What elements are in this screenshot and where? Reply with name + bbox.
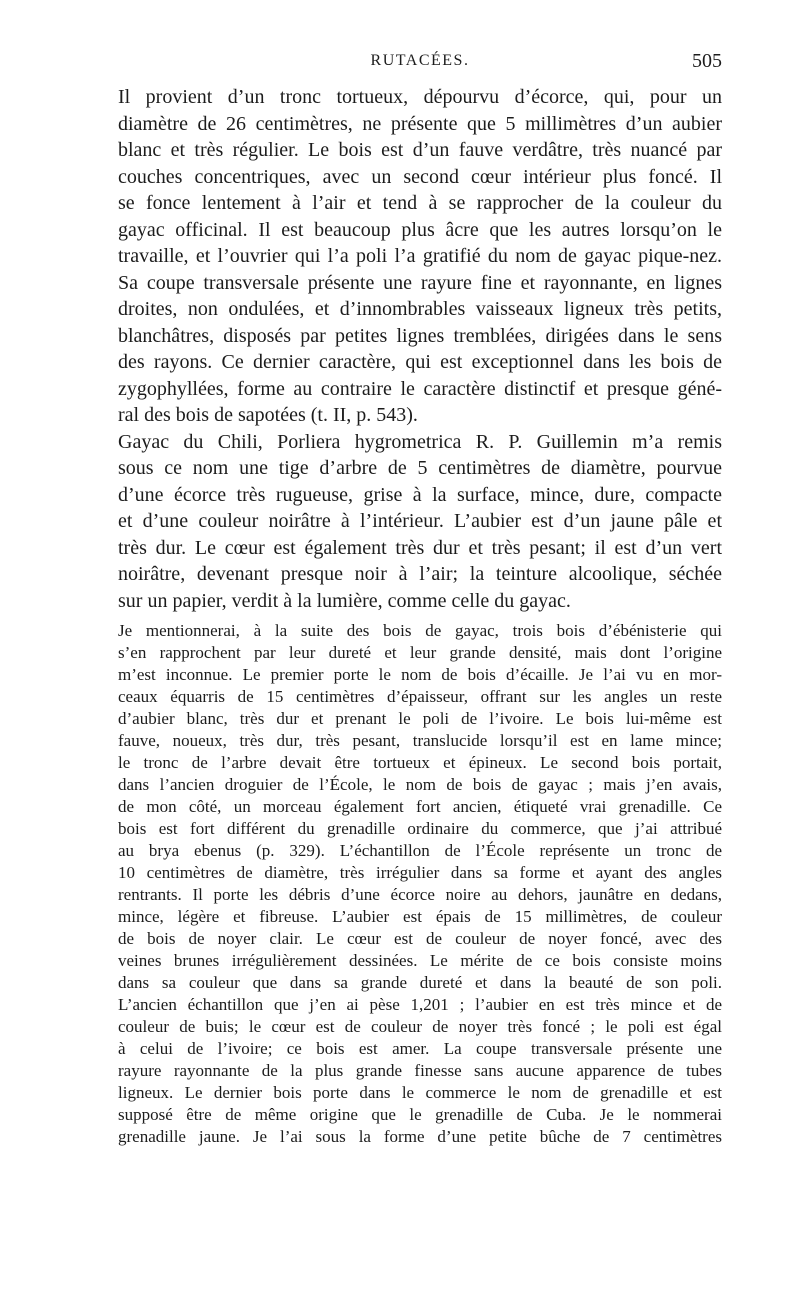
text-line: ligneux. Le dernier bois porte dans le commerce le nom de grenadille et est — [118, 1083, 722, 1102]
text-line: fauve, noueux, très dur, très pesant, translucide lorsqu’il est en lame mince; — [118, 731, 722, 750]
text-line: très dur. Le cœur est également très dur et très pesant; il est d’un vert — [118, 536, 722, 559]
text-line: ceaux équarris de 15 centimètres d’épaisseur, offrant sur les angles un reste — [118, 687, 722, 706]
text-line: diamètre de 26 centimètres, ne présente que 5 millimètres d’un aubier — [118, 112, 722, 135]
text-line: Sa coupe transversale présente une rayure fine et rayonnante, en lignes — [118, 271, 722, 294]
text-line: m’est inconnue. Le premier porte le nom de bois d’écaille. Je l’ai vu en mor- — [118, 665, 722, 684]
page-number: 505 — [692, 50, 722, 72]
text-line: 10 centimètres de diamètre, très irrégulier dans sa forme et ayant des angles — [118, 863, 722, 882]
text-line: droites, non ondulées, et d’innombrables vaisseaux ligneux très petits, — [118, 298, 722, 320]
text-line: d’une écorce très rugueuse, grise à la surface, mince, dure, compacte — [118, 483, 722, 506]
running-title: RUTACÉES. — [370, 52, 470, 69]
text-line: couches concentriques, avec un second cœur intérieur plus foncé. Il — [118, 165, 722, 188]
text-line: gayac officinal. Il est beaucoup plus âcre que les autres lorsqu’on le — [118, 218, 722, 241]
small-print-text — [118, 620, 722, 1148]
text-line: blanchâtres, disposés par petites lignes tremblées, dirigées dans le sens — [118, 324, 722, 347]
text-line: blanc et très régulier. Le bois est d’un fauve verdâtre, très nuancé par — [118, 139, 722, 161]
text-line: supposé être de même origine que le grenadille de Cuba. Je le nommerai — [118, 1105, 722, 1124]
text-line: dans sa couleur que dans sa grande dureté et dans la beauté de son poli. — [118, 973, 722, 992]
text-line: ral des bois de sapotées (t. II, p. 543). — [118, 404, 418, 426]
text-line: s’en rapprochent par leur dureté et leur grande densité, mais dont l’origine — [118, 643, 722, 662]
text-line: grenadille jaune. Je l’ai sous la forme d’une petite bûche de 7 centimètres — [118, 1127, 722, 1146]
text-line: zygophyllées, forme au contraire le caractère distinctif et presque géné- — [118, 377, 722, 400]
text-line: Gayac du Chili, Porliera hygrometrica R. P. Guillemin m’a remis — [118, 430, 722, 453]
text-line: le tronc de l’arbre devait être tortueux et épineux. Le second bois portait, — [118, 753, 722, 772]
text-line: rayure rayonnante de la plus grande finesse sans aucune apparence de tubes — [118, 1061, 722, 1080]
text-line: se fonce lentement à l’air et tend à se rapprocher de la couleur du — [118, 192, 722, 214]
text-line: mince, légère et fibreuse. L’aubier est épais de 15 millimètres, de couleur — [118, 907, 722, 926]
text-line: d’aubier blanc, très dur et prenant le poli de l’ivoire. Le bois lui-même est — [118, 709, 722, 728]
text-line: de mon côté, un morceau également fort ancien, étiqueté vrai grenadille. Ce — [118, 797, 722, 816]
text-line: noirâtre, devenant presque noir à l’air; la teinture alcoolique, séchée — [118, 563, 722, 585]
text-line: de bois de noyer clair. Le cœur est de couleur de noyer foncé, avec des — [118, 929, 722, 948]
text-line: Je mentionnerai, à la suite des bois de gayac, trois bois d’ébénisterie qui — [118, 621, 722, 640]
text-line: et d’une couleur noirâtre à l’intérieur. L’aubier est d’un jaune pâle et — [118, 510, 722, 532]
text-line: sous ce nom une tige d’arbre de 5 centimètres de diamètre, pourvue — [118, 457, 722, 479]
text-line: travaille, et l’ouvrier qui l’a poli l’a gratifié du nom de gayac pique-nez. — [118, 245, 722, 267]
text-line: sur un papier, verdit à la lumière, comme celle du gayac. — [118, 589, 571, 612]
text-line: bois est fort différent du grenadille ordinaire du commerce, que j’ai attribué — [118, 819, 722, 838]
main-text — [118, 84, 722, 614]
text-line: rentrants. Il porte les débris d’une écorce noire au dehors, jaunâtre en dedans, — [118, 885, 722, 904]
page-header — [118, 52, 722, 80]
text-line: des rayons. Ce dernier caractère, qui est exceptionnel dans les bois de — [118, 351, 722, 373]
text-line: L’ancien échantillon que j’en ai pèse 1,201 ; l’aubier en est très mince et de — [118, 995, 722, 1014]
text-line: Il provient d’un tronc tortueux, dépourvu d’écorce, qui, pour un — [118, 86, 722, 108]
text-line: au brya ebenus (p. 329). L’échantillon de l’École représente un tronc de — [118, 841, 722, 860]
text-line: à celui de l’ivoire; ce bois est amer. La coupe transversale présente une — [118, 1039, 722, 1058]
text-line: veines brunes irrégulièrement dessinées. Le mérite de ce bois consiste moins — [118, 951, 722, 970]
text-line: dans l’ancien droguier de l’École, le nom de bois de gayac ; mais j’en avais, — [118, 775, 722, 794]
text-line: couleur de buis; le cœur est de couleur de noyer très foncé ; le poli est égal — [118, 1017, 722, 1036]
